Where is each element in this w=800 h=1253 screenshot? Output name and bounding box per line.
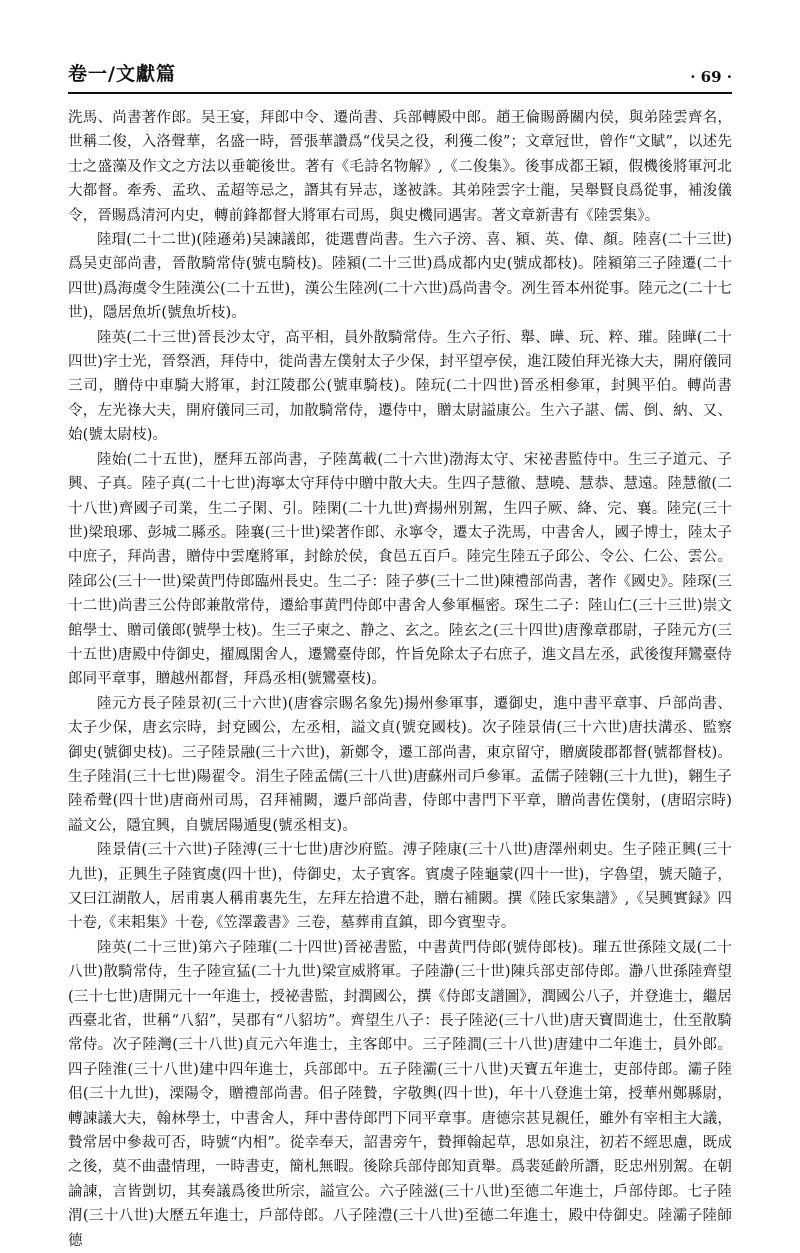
body-text <box>68 106 732 1249</box>
paragraph: 陸景倩(三十六世)子陸溥(三十七世)唐沙府監。溥子陸康(三十八世)唐澤州刺史。生子陸正興(三十九世)，正興生子陸賓虞(四十世)，侍御史，太子賓客。賓虞子陸龜蒙(四十一世)，字魯望，號天隨子，又曰江湖散人，居甫裏人稱甫裏先生，左拜左拾遺不赴，贈右補闕。撰《陸氏家集譜》,《吴興實録》四十卷,《耒耜集》十卷,《笠澤叢書》三卷，墓葬甫直鎮，即今賓聖寺。 <box>68 842 732 932</box>
running-title: 卷一/文獻篇 <box>68 63 176 85</box>
page-number: · 69 · <box>690 68 732 86</box>
paragraph: 陸英(二十三世)第六子陸璀(二十四世)晉祕書監，中書黄門侍郎(號侍郎枝)。璀五世孫陸文晟(二十八世)散騎常侍，生子陸宣猛(二十九世)梁宣威將軍。子陸瀞(三十世)陳兵部吏部侍郎。瀞八世孫陸齊望(三十七世)唐開元十一年進士，授祕書監，封潤國公，撰《侍郎支譜圖》，潤國公八子，并登進士，繼居西臺北省，世稱“八貂”，吴郡有“八貂坊”。齊望生八子：長子陸泌(三十八世)唐天寶間進士，仕至散騎常侍。次子陸灣(三十八世)貞元六年進士，主客郎中。三子陸澗(三十八世)唐建中二年進士，員外郎。四子陸淮(三十八世)建中四年進士，兵部郎中。五子陸灞(三十八世)天寶五年進士，吏部侍郎。灞子陸佀(三十九世)，溧陽令，贈禮部尚書。佀子陸贄，字敬輿(四十世)，年十八登進士第，授華州鄭縣尉，轉諫議大夫，翰林學士，中書舍人，拜中書侍郎門下同平章事。唐德宗甚見親任，雖外有宰相主大議，贄常居中參裁可否，時號“内相”。從幸奉天，詔書旁午，贄揮翰起草，思如泉注，初若不經思慮，既成之後，莫不曲盡情理，一時書吏，簡札無暇。後除兵部侍郎知貢舉。爲裴延齡所譖，貶忠州别駕。在朝論諫，言皆剴切，其奏議爲後世所宗，謚宣公。六子陸滋(三十八世)至德二年進士，戶部侍郎。七子陸渭(三十八世)大歷五年進士，戶部侍郎。八子陸澧(三十八世)至德二年進士，殿中侍御史。陸灞子陸師德 <box>68 939 732 1249</box>
running-header <box>68 60 732 94</box>
paragraph: 陸元方長子陸景初(三十六世)(唐睿宗賜名象先)揚州參軍事，遷御史，進中書平章事、戶部尚書、太子少保，唐玄宗時，封兗國公，左丞相，謚文貞(號兗國枝)。次子陸景倩(三十六世)唐扶溝丞、監察御史(號御史枝)。三子陸景融(三十六世)，新鄭令，遷工部尚書，東京留守，贈廣陵郡都督(號都督枝)。生子陸涓(三十七世)陽翟令。涓生子陸孟儒(三十八世)唐蘇州司戶參軍。孟儒子陸翱(三十九世)，翱生子陸希聲(四十世)唐商州司馬，召拜補闕，遷戶部尚書，侍郎中書門下平章，贈尚書佐僕射，(唐昭宗時)謚文公，隱宜興，自號居陽遁叟(號丞相支)。 <box>68 695 732 834</box>
paragraph: 陸瑁(二十二世)(陸遜弟)吴諫議郎，徙選曹尚書。生六子滂、喜、潁、英、偉、顏。陸喜(二十三世)爲吴吏部尚書，晉散騎常侍(號屯騎枝)。陸潁(二十三世)爲成都内史(號成都枝)。陸潁第三子陸遷(二十四世)爲海虞令生陸漢公(二十五世)，漢公生陸冽(二十六世)爲尚書令。冽生晉本州從事。陸元之(二十七世)，隱居魚圻(號魚圻枝)。 <box>68 232 732 322</box>
paragraph: 陸始(二十五世)，歷拜五部尚書，子陸萬載(二十六世)渤海太守、宋祕書監侍中。生三子道元、子興、子真。陸子真(二十七世)海寧太守拜侍中贈中散大夫。生四子慧徹、慧曉、慧恭、慧遠。陸慧徹(二十八世)齊國子司業，生二子閑、引。陸閑(二十九世)齊揚州别駕，生四子厥、絳、完、襄。陸完(三十世)梁琅琊、彭城二縣丞。陸襄(三十世)梁著作郎、永寧令，遷太子洗馬，中書舍人，國子博士，陸太子中庶子，拜尚書，贈侍中雲麾將軍，封餘於侯，食邑五百戶。陸完生陸五子邱公、令公、仁公、雲公。陸邱公(三十一世)梁黄門侍郎臨州長史。生二子：陸子夢(三十二世)陳禮部尚書，著作《國史》。陸琛(三十二世)尚書三公侍郎兼散常侍，遷給事黄門侍郎中書舍人參軍樞密。琛生二子：陸山仁(三十三世)崇文館學士、贈司儀郎(號學士枝)。生三子柬之、静之、玄之。陸玄之(三十四世)唐豫章郡尉，子陸元方(三十五世)唐殿中侍御史，擢鳳閣舍人，遷鸞臺侍郎，忤旨免除太子右庶子，進文昌左丞，武後復拜鸞臺侍郎同平章事，贈越州都督，拜爲丞相(號鸞臺枝)。 <box>68 451 732 688</box>
paragraph: 陸英(二十三世)晉長沙太守，高平相，員外散騎常侍。生六子衎、舉、曄、玩、粹、璀。陸曄(二十四世)字士光，晉祭酒，拜侍中，徙尚書左僕射太子少保，封平望亭侯，進江陵伯拜光祿大夫，開府儀同三司，贈侍中車騎大將軍，封江陵郡公(號車騎枝)。陸玩(二十四世)晉丞相參軍，封興平伯。轉尚書令，左光祿大夫，開府儀同三司，加散騎常侍，遷侍中，贈太尉謚康公。生六子諶、儒、倒、納、又、始(號太尉枝)。 <box>68 329 732 444</box>
paragraph: 洗馬、尚書著作郎。吴王宴，拜郎中令、遷尚書、兵部轉殿中郎。趙王倫賜爵關内侯，與弟陸雲齊名，世稱二俊，入洛聲華，名盛一時，晉張華讚爲“伐吴之役，利獲二俊”；文章冠世，曾作“文賦”，以述先士之盛藻及作文之方法以垂範後世。著有《毛詩名物解》,《二俊集》。後事成都王穎，假機後將軍河北大都督。牽秀、孟玖、孟超等忌之，譖其有异志，遂被誅。其弟陸雲字士龍，吴舉賢良爲從事，補浚儀令，晉賜爲清河内史，轉前鋒都督大將軍右司馬，與史機同遇害。著文章新書有《陸雲集》。 <box>68 110 732 224</box>
